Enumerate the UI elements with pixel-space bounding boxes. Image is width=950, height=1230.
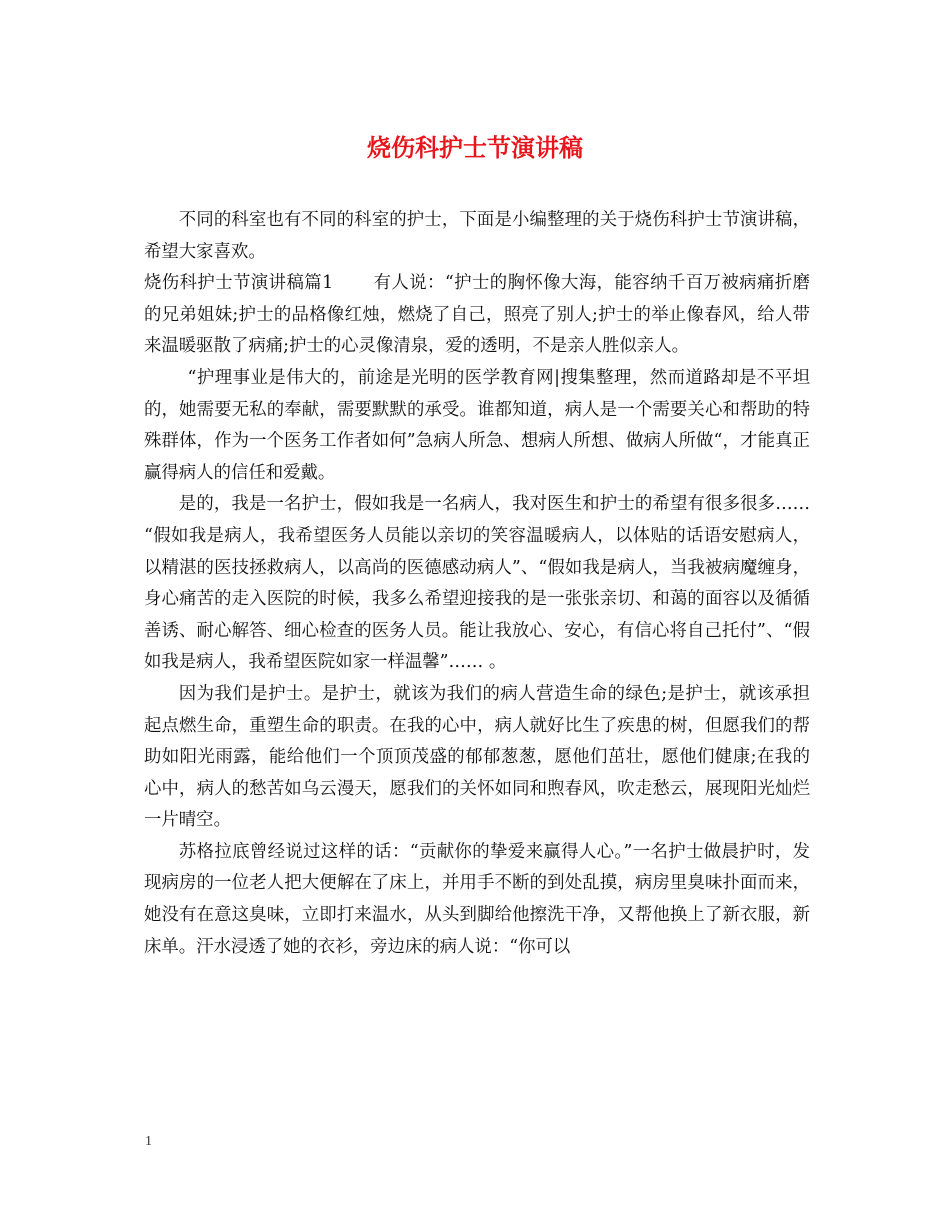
document-title: 烧伤科护士节演讲稿 [367,133,583,162]
paragraph-3: 是的，我是一名护士，假如我是一名病人，我对医生和护士的希望有很多很多…… “假如我是病人，我希望医务人员能以亲切的笑容温暖病人，以体贴的话语安慰病人，以精湛的医技拯救病人，以高尚的医德感动病人”、“假如我是病人，当我被病魔缠身，身心痛苦的走入医院的时候，我多么希望迎接我的是一张张亲切、和蔼的面容以及循循善诱、耐心解答、细心检查的医务人员。能让我放心、安心，有信心将自己托付”、“假如我是病人，我希望医院如家一样温馨”…… 。 [144,494,810,673]
paragraph-5: 苏格拉底曾经说过这样的话：“贡献你的挚爱来赢得人心。”一名护士做晨护时，发现病房的一位老人把大便解在了床上，并用手不断的到处乱摸，病房里臭味扑面而来，她没有在意这臭味，立即打来温水，从头到脚给他擦洗干净，又帮他换上了新衣服，新床单。汗水浸透了她的衣衫，旁边床的病人说：“你可以 [144,841,810,957]
section-heading: 烧伤科护士节演讲稿篇1 [144,273,334,294]
paragraph-2: “护理事业是伟大的，前途是光明的医学教育网|搜集整理，然而道路却是不平坦的，她需要无私的奉献，需要默默的承受。谁都知道，病人是一个需要关心和帮助的特殊群体，作为一个医务工作者如何”急病人所急、想病人所想、做病人所做“，才能真正赢得病人的信任和爱戴。 [144,367,810,483]
intro-paragraph: 不同的科室也有不同的科室的护士，下面是小编整理的关于烧伤科护士节演讲稿，希望大家喜欢。 [144,210,810,262]
page-number: 1 [145,1134,152,1149]
paragraph-1: 有人说：“护士的胸怀像大海，能容纳千百万被病痛折磨的兄弟姐妹;护士的品格像红烛，燃烧了自己，照亮了别人;护士的举止像春风，给人带来温暖驱散了病痛;护士的心灵像清泉，爱的透明，不是亲人胜似亲人。 [144,273,810,357]
section-paragraph [144,268,810,363]
paragraph-4: 因为我们是护士。是护士，就该为我们的病人营造生命的绿色;是护士，就该承担起点燃生命，重塑生命的职责。在我的心中，病人就好比生了疾患的树，但愿我们的帮助如阳光雨露，能给他们一个顶顶茂盛的郁郁葱葱，愿他们茁壮，愿他们健康;在我的心中，病人的愁苦如乌云漫天，愿我们的关怀如同和煦春风，吹走愁云，展现阳光灿烂一片晴空。 [144,683,810,831]
document-body [144,205,810,963]
